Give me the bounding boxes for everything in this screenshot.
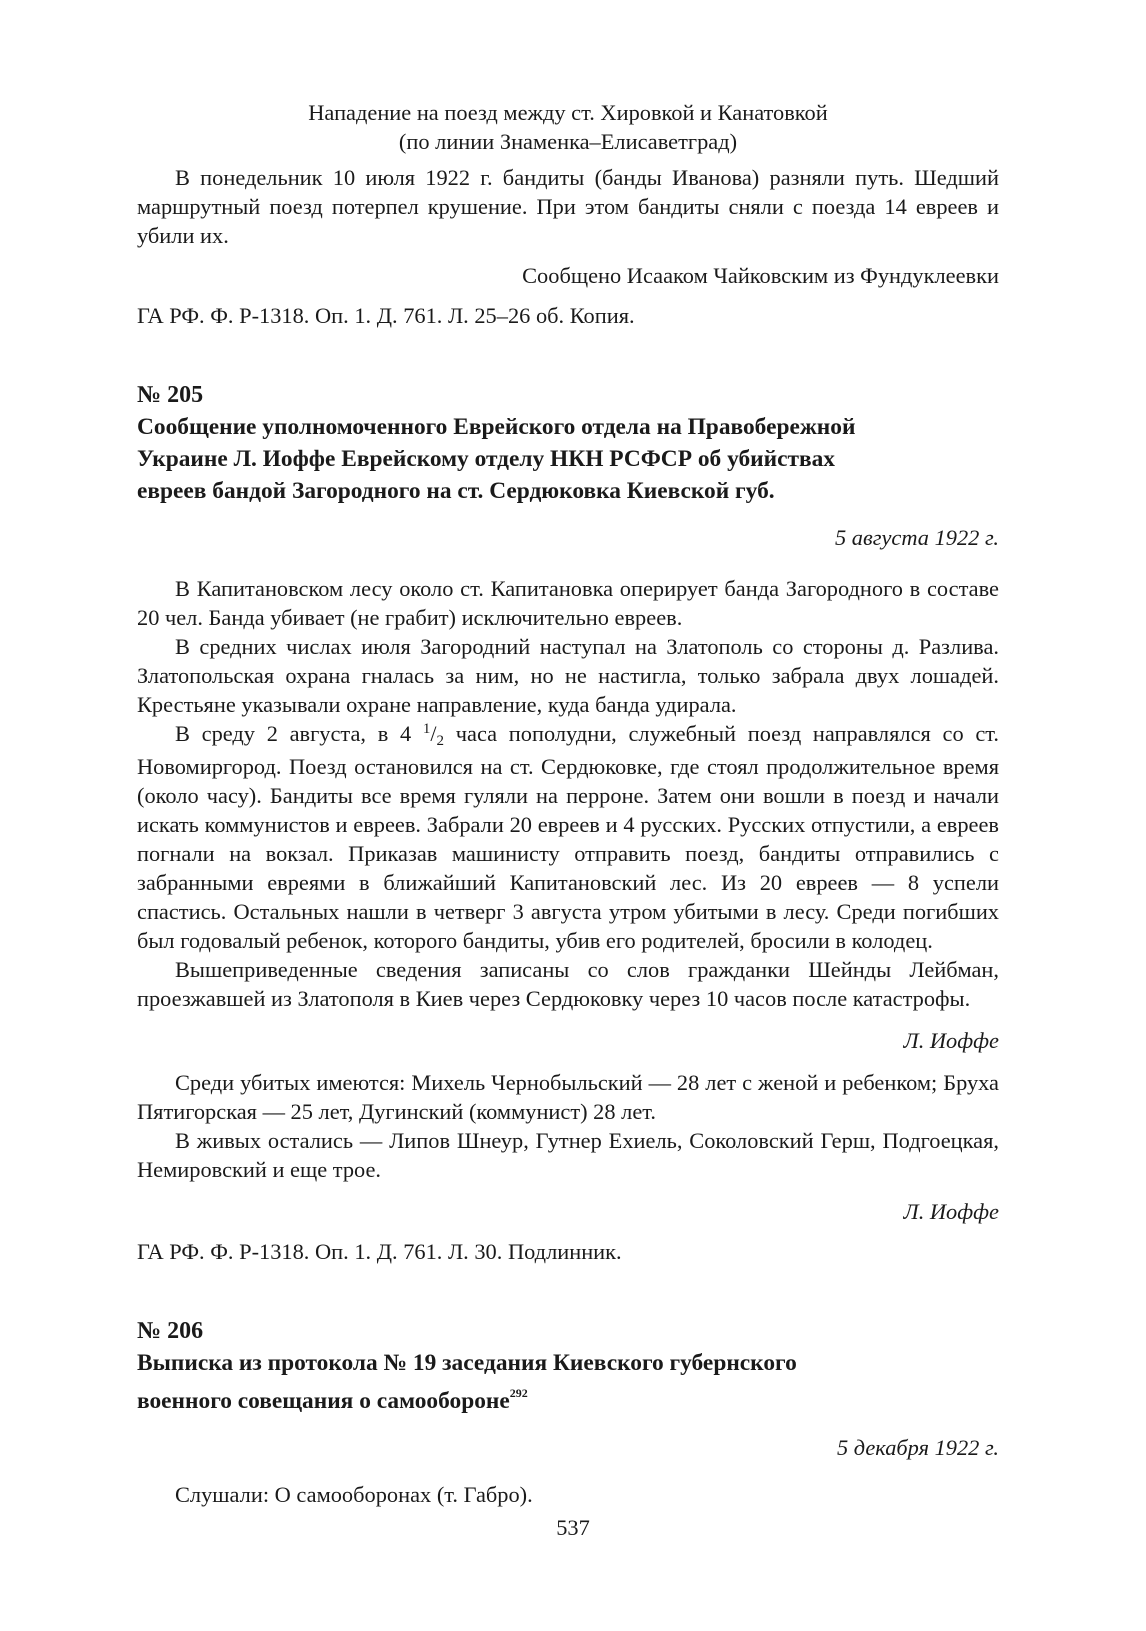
doc-206-title-line-1: Выписка из протокола № 19 заседания Киевского губернского (137, 1350, 797, 1376)
top-doc-paragraph: В понедельник 10 июля 1922 г. бандиты (банды Иванова) разняли путь. Шедший маршрутный поезд потерпел крушение. При этом бандиты сняли с поезда 14 евреев и убили их. (137, 165, 999, 248)
footnote-ref-292: 292 (509, 1386, 528, 1400)
top-doc-signature: Сообщено Исааком Чайковским из Фундуклеевки (522, 263, 999, 288)
doc-205-date: 5 августа 1922 г. (835, 525, 999, 550)
doc-206-title-line-2: военного совещания о самообороне$^{292}$ (137, 1386, 528, 1414)
doc-205-title-line-3: евреев бандой Загородного на ст. Сердюковка Киевской губ. (137, 478, 775, 504)
document-page (137, 98, 999, 1509)
doc-title-line-1: Нападение на поезд между ст. Хировкой и Канатовкой (308, 100, 828, 125)
doc-206-number: № 206 (137, 1318, 204, 1344)
doc-205-archive-ref: ГА РФ. Ф. Р-1318. Оп. 1. Д. 761. Л. 30. Подлинник. (137, 1239, 622, 1264)
doc-206-date: 5 декабря 1922 г. (836, 1434, 999, 1460)
doc-title-line-2: (по линии Знаменка–Елисаветград) (398, 129, 738, 154)
doc-205-signature-1: Л. Иоффе (903, 1028, 999, 1053)
page-number: 537 (556, 1515, 590, 1540)
doc-205-paragraph-5: Среди убитых имеются: Михель Чернобыльский — 28 лет с женой и ребенком; Бруха Пятигорская — 25 лет, Дугинский (коммунист) 28 лет. (137, 1070, 999, 1124)
doc-205-title-line-2: Украине Л. Иоффе Еврейскому отделу НКН РСФСР об убийствах (137, 446, 835, 472)
doc-205-p3-rest: часа пополудни, служебный поезд направлялся со ст. Новомиргород. Поезд остановился на ст. Сердюковке, где стоял продолжительное время (около часу). Бандиты все время гуляли на перроне. Затем они вошли в поезд и начали искать коммунистов и евреев. Забрали 20 евреев и 4 русских. Русских отпустили, а евреев погнали на вокзал. Приказав машинисту отправить поезд, бандиты отправились с забранными евреями в ближайший Капитановский лес. Из 20 евреев — 8 успели спастись. Остальных нашли в четверг 3 августа утром убитыми в лесу. Среди погибших был годовалый ребенок, которого бандиты, убив его родителей, бросили в колодец. (137, 721, 999, 953)
fraction-one-half: 1/2 (422, 721, 445, 749)
top-doc-archive-ref: ГА РФ. Ф. Р-1318. Оп. 1. Д. 761. Л. 25–26 об. Копия. (137, 303, 635, 328)
doc-205-p3-start: В среду 2 августа, в 4 (175, 721, 423, 746)
doc-205-title-line-1: Сообщение уполномоченного Еврейского отдела на Правобережной (137, 414, 856, 440)
doc-205-paragraph-2: В средних числах июля Загородний наступал на Златополь со стороны д. Разлива. Златопольская охрана гналась за ним, но не настигла, только забрала двух лошадей. Крестьяне указывали охране направление, куда банда удирала. (137, 634, 999, 717)
doc-205-paragraph-6: В живых остались — Липов Шнеур, Гутнер Ехиель, Соколовский Герш, Подгоецкая, Немировский и еще трое. (137, 1128, 999, 1182)
doc-206-paragraph-1: Слушали: О самооборонах (т. Габро). (175, 1481, 533, 1507)
doc-205-signature-2: Л. Иоффе (903, 1199, 999, 1224)
doc-205-paragraph-4: Вышеприведенные сведения записаны со слов гражданки Шейнды Лейбман, проезжавшей из Златополя в Киев через Сердюковку через 10 часов после катастрофы. (137, 957, 999, 1011)
doc-205-paragraph-3 (137, 719, 999, 955)
doc-205-number: № 205 (137, 382, 204, 408)
doc-205-paragraph-1: В Капитановском лесу около ст. Капитановка оперирует банда Загородного в составе 20 чел. Банда убивает (не грабит) исключительно евреев. (137, 576, 999, 630)
